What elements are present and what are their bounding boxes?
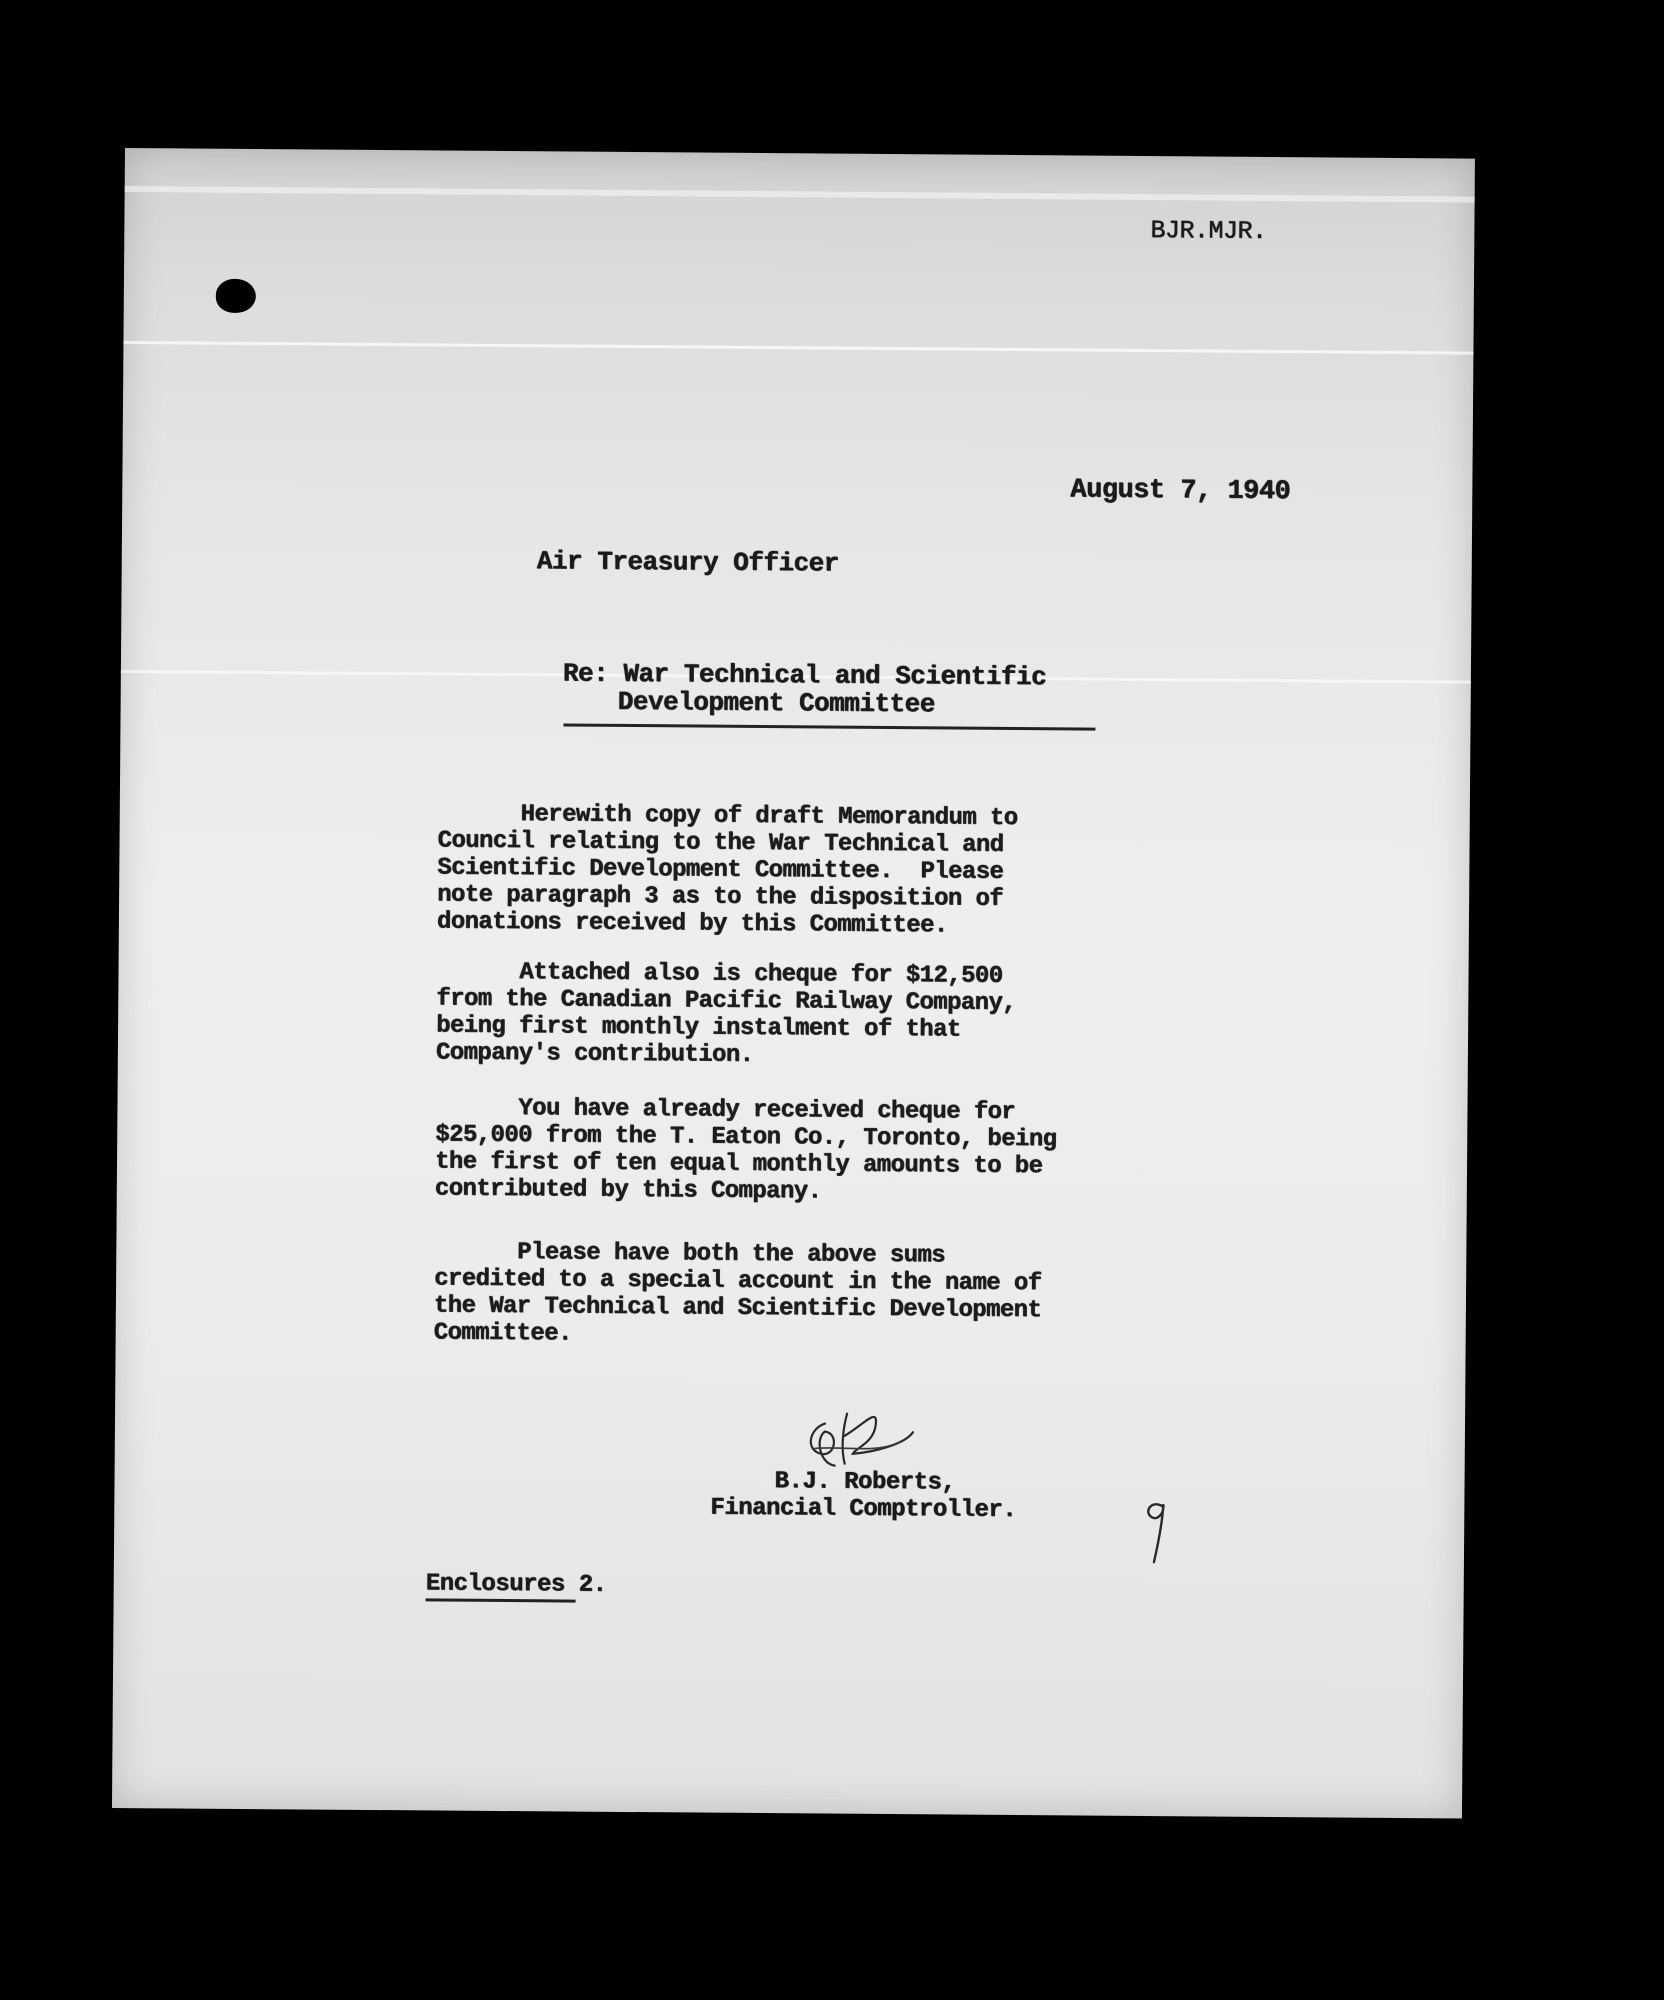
paragraph-line: the War Technical and Scientific Development (433, 1292, 1042, 1325)
fold-line (123, 341, 1473, 355)
handwritten-page-number (1136, 1486, 1177, 1566)
subject-underline (563, 723, 1095, 730)
paragraph-line: Herewith copy of draft Memorandum to (437, 800, 1018, 833)
paragraph-1 (437, 800, 1158, 941)
paragraph-line: Please have both the above sums (434, 1238, 946, 1270)
paragraph-line: from the Canadian Pacific Railway Company, (436, 985, 1017, 1018)
letter-date: August 7, 1940 (1070, 475, 1291, 508)
fold-line (125, 186, 1475, 203)
subject-line-1: Re: War Technical and Scientific (562, 658, 1047, 693)
paragraph-line: the first of ten equal monthly amounts to be (434, 1148, 1043, 1181)
paragraph-line: being first monthly instalment of that (436, 1012, 961, 1044)
enclosures-underline (426, 1598, 576, 1602)
paragraph-line: note paragraph 3 as to the disposition of (437, 881, 1004, 913)
punch-hole (216, 279, 256, 313)
paragraph-line: donations received by this Committee. (436, 908, 948, 940)
paragraph-line: Committee. (433, 1319, 572, 1348)
reference-initials: BJR.MJR. (1150, 216, 1267, 246)
paragraph-line: credited to a special account in the name of (434, 1265, 1042, 1298)
paragraph-line: Council relating to the War Technical and (437, 827, 1004, 859)
paragraph-line: You have already received cheque for (435, 1094, 1016, 1127)
paragraph-4 (434, 1238, 1155, 1352)
paragraph-3 (435, 1094, 1156, 1208)
subject-line-2: Development Committee (617, 686, 935, 720)
paragraph-line: $25,000 from the T. Eaton Co., Toronto, being (435, 1121, 1057, 1154)
letter-page (112, 148, 1475, 1819)
addressee: Air Treasury Officer (536, 546, 839, 579)
signer-name: B.J. Roberts, (774, 1468, 956, 1497)
paragraph-line: Company's contribution. (435, 1039, 754, 1069)
paragraph-line: Attached also is cheque for $12,500 (436, 958, 1003, 990)
enclosures-note: Enclosures 2. (425, 1570, 607, 1599)
paragraph-line: Scientific Development Committee. Please (437, 854, 1004, 886)
paragraph-2 (436, 958, 1157, 1072)
signer-title: Financial Comptroller. (710, 1494, 1017, 1525)
paragraph-line: contributed by this Company. (434, 1175, 822, 1206)
subject-heading (563, 659, 1047, 719)
